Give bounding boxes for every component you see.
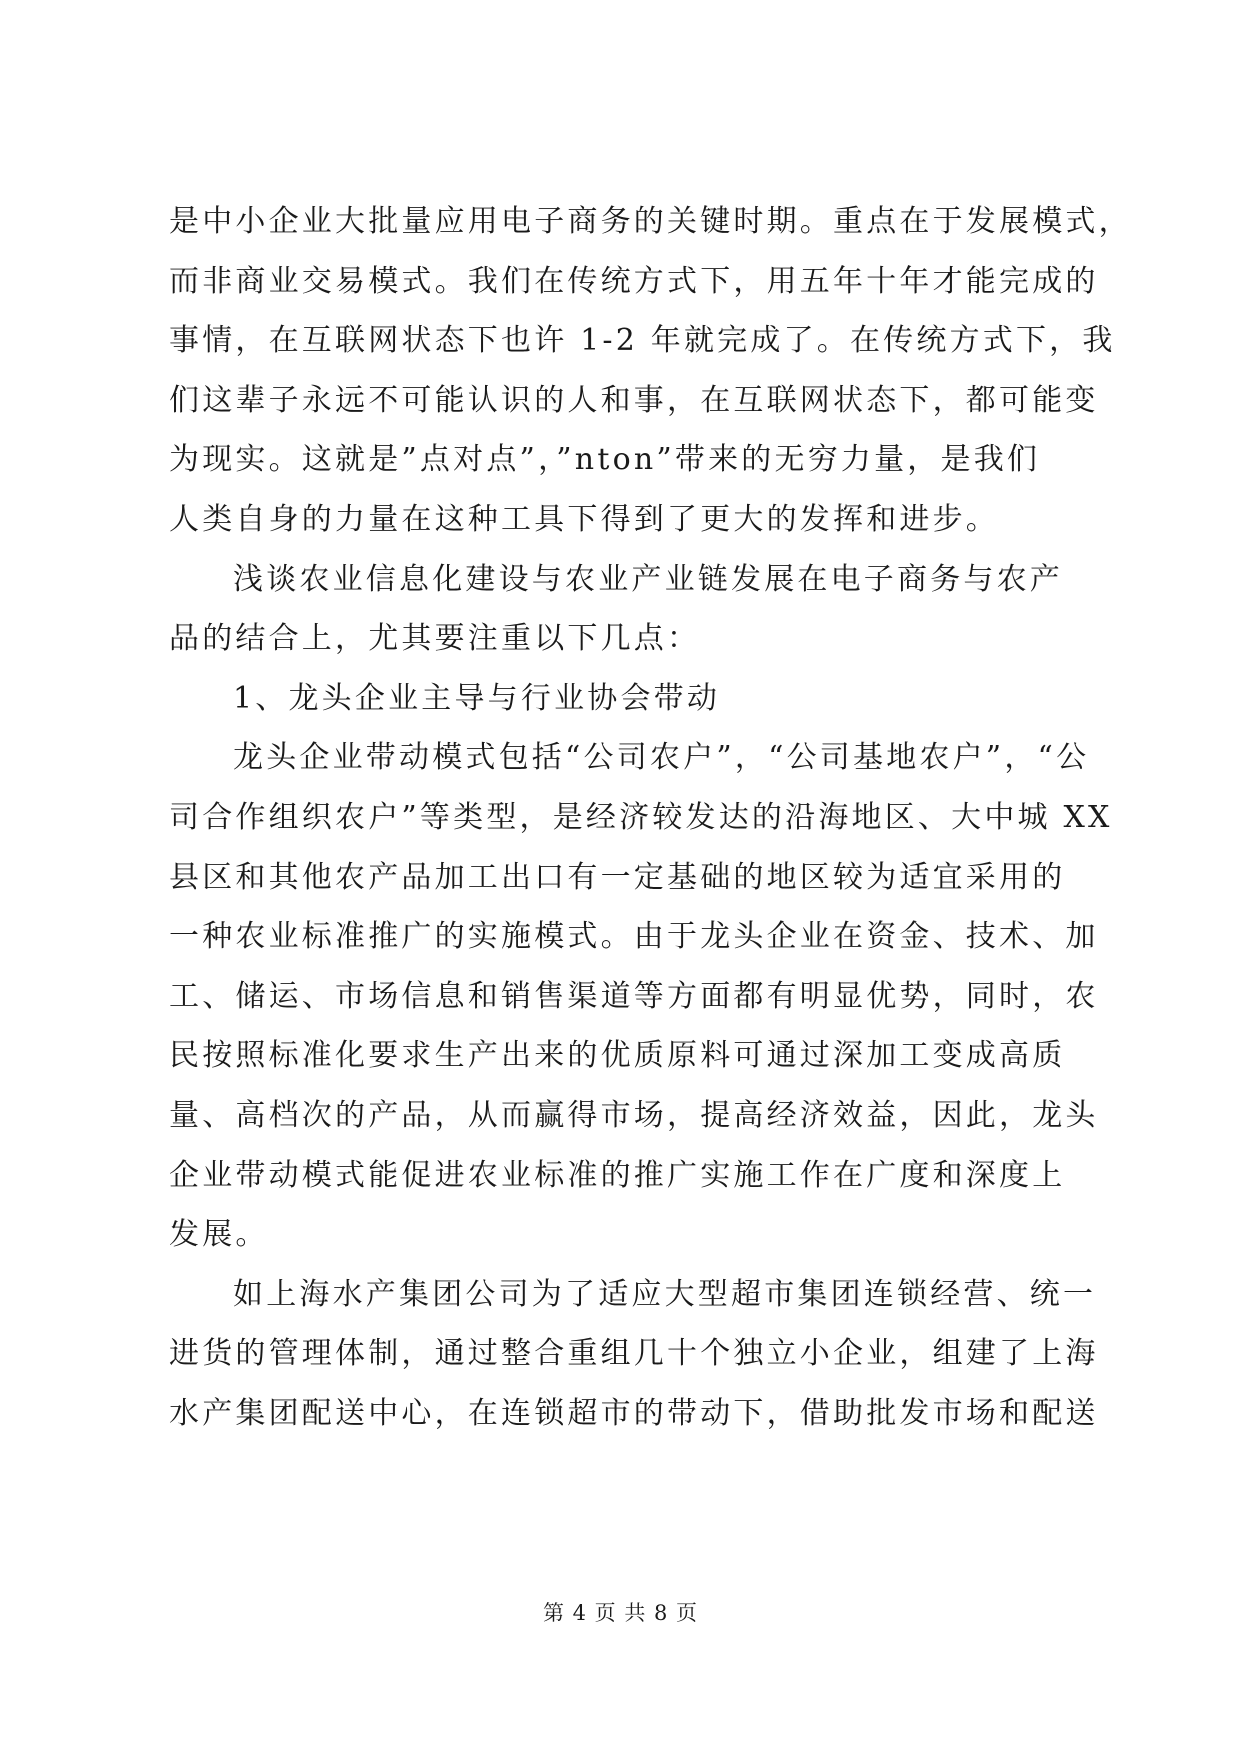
text-line: 县区和其他农产品加工出口有一定基础的地区较为适宜采用的 bbox=[169, 859, 1066, 895]
text-line: 量、高档次的产品，从而赢得市场，提高经济效益，因此，龙头 bbox=[169, 1097, 1099, 1133]
text-line: 们这辈子永远不可能认识的人和事，在互联网状态下，都可能变 bbox=[169, 382, 1099, 418]
body-text bbox=[169, 192, 1132, 1443]
text-line: 人类自身的力量在这种工具下得到了更大的发挥和进步。 bbox=[169, 501, 999, 537]
text-line: 一种农业标准推广的实施模式。由于龙头企业在资金、技术、加 bbox=[169, 919, 1099, 955]
text-line: 进货的管理体制，通过整合重组几十个独立小企业，组建了上海 bbox=[169, 1336, 1099, 1372]
text-line: 品的结合上，尤其要注重以下几点： bbox=[169, 621, 701, 657]
section-heading: 1、龙头企业主导与行业协会带动 bbox=[233, 680, 721, 716]
text-line: 工、储运、市场信息和销售渠道等方面都有明显优势，同时，农 bbox=[169, 978, 1099, 1014]
text-line: 水产集团配送中心，在连锁超市的带动下，借助批发市场和配送 bbox=[169, 1395, 1099, 1431]
text-line: 事情，在互联网状态下也许 1-2 年就完成了。在传统方式下，我 bbox=[169, 323, 1116, 359]
text-line: 龙头企业带动模式包括“公司农户”，“公司基地农户”，“公 bbox=[233, 740, 1090, 776]
text-line: 而非商业交易模式。我们在传统方式下，用五年十年才能完成的 bbox=[169, 263, 1099, 299]
page-number-footer: 第 4 页 共 8 页 bbox=[542, 1601, 699, 1625]
text-line: 司合作组织农户”等类型，是经济较发达的沿海地区、大中城 XX bbox=[169, 799, 1113, 835]
text-line: 发展。 bbox=[169, 1217, 269, 1253]
text-line: 如上海水产集团公司为了适应大型超市集团连锁经营、统一 bbox=[233, 1276, 1097, 1312]
text-line: 是中小企业大批量应用电子商务的关键时期。重点在于发展模式， bbox=[169, 204, 1132, 239]
text-line: 为现实。这就是”点对点”，”nton”带来的无穷力量，是我们 bbox=[169, 442, 1041, 478]
text-line: 企业带动模式能促进农业标准的推广实施工作在广度和深度上 bbox=[169, 1157, 1066, 1193]
text-line: 浅谈农业信息化建设与农业产业链发展在电子商务与农产 bbox=[233, 561, 1063, 597]
text-line: 民按照标准化要求生产出来的优质原料可通过深加工变成高质 bbox=[169, 1038, 1066, 1074]
